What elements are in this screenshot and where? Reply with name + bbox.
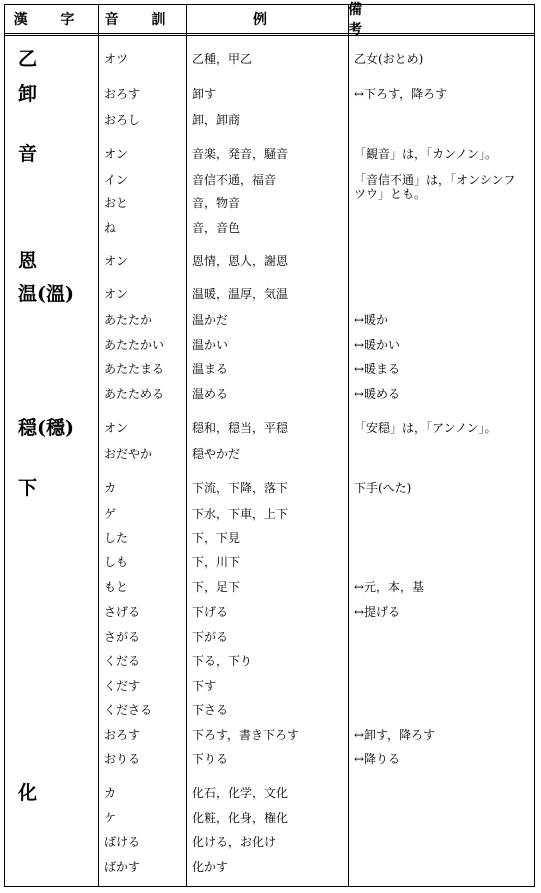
table-row	[0, 679, 541, 703]
example-cell: 化石，化学，文化	[192, 786, 289, 800]
kanji-cell: 温(溫)	[18, 283, 74, 305]
kanji-cell: 音	[18, 143, 38, 165]
header-kanji: 漢 字	[13, 11, 89, 28]
reading-cell: ゲ	[104, 507, 117, 521]
table-row	[0, 507, 541, 531]
table-row	[0, 728, 541, 752]
example-cell: 乙種，甲乙	[192, 52, 253, 66]
reading-cell: あたたまる	[104, 362, 165, 376]
example-cell: 温まる	[192, 362, 229, 376]
note-cell: 「音信不通」は，「オンシンフツウ」とも。	[354, 173, 516, 201]
reading-cell: ね	[104, 221, 117, 235]
table-row	[0, 860, 541, 884]
example-cell: 音楽，発音，騒音	[192, 147, 289, 161]
table-row	[0, 250, 541, 278]
reading-cell: おろす	[104, 728, 141, 742]
reading-cell: おろす	[104, 87, 141, 101]
note-cell: 下手(へた)	[354, 481, 412, 495]
note-cell: ↔降りる	[354, 752, 401, 766]
note-cell: ↔暖かい	[354, 338, 401, 352]
table-row	[0, 447, 541, 471]
example-cell: 下す	[192, 679, 217, 693]
kanji-cell: 乙	[18, 48, 38, 70]
example-cell: 温かだ	[192, 313, 229, 327]
example-cell: 恩情，恩人，謝恩	[192, 254, 289, 268]
kanji-cell: 卸	[18, 83, 38, 105]
example-cell: 化粧，化身，権化	[192, 811, 289, 825]
table-row	[0, 630, 541, 654]
example-cell: 下，下見	[192, 531, 241, 545]
reading-cell: ばかす	[104, 860, 141, 874]
table-row	[0, 811, 541, 835]
reading-cell: くだる	[104, 654, 141, 668]
table-row	[0, 555, 541, 579]
example-cell: 卸，卸商	[192, 113, 241, 127]
table-row	[0, 752, 541, 776]
note-cell: 「安穏」は，「アンノン」。	[354, 421, 497, 435]
table-row	[0, 477, 541, 505]
example-cell: 下る，下り	[192, 654, 253, 668]
kanji-cell: 化	[18, 782, 38, 804]
table-row	[0, 221, 541, 245]
reading-cell: イン	[104, 173, 129, 187]
example-cell: 音，音色	[192, 221, 241, 235]
table-row	[0, 143, 541, 171]
header-example: 例	[253, 11, 281, 28]
reading-cell: カ	[104, 786, 117, 800]
example-cell: 穏和，穏当，平穏	[192, 421, 289, 435]
reading-cell: ばける	[104, 835, 141, 849]
reading-cell: オン	[104, 287, 129, 301]
example-cell: 下さる	[192, 703, 229, 717]
example-cell: 卸す	[192, 87, 217, 101]
table-row	[0, 48, 541, 76]
example-cell: 温暖，温厚，気温	[192, 287, 289, 301]
reading-cell: さがる	[104, 630, 141, 644]
reading-cell: オン	[104, 147, 129, 161]
reading-cell: くださる	[104, 703, 153, 717]
note-cell: ↔暖める	[354, 387, 401, 401]
table-row	[0, 580, 541, 604]
example-cell: 穏やかだ	[192, 447, 241, 461]
example-cell: 下，足下	[192, 580, 241, 594]
note-cell: ↔暖か	[354, 313, 389, 327]
example-cell: 音，物音	[192, 196, 241, 210]
table-row	[0, 835, 541, 859]
reading-cell: オツ	[104, 52, 129, 66]
note-cell: ↔提げる	[354, 605, 401, 619]
table-row	[0, 703, 541, 727]
reading-cell: オン	[104, 421, 129, 435]
note-cell: ↔元，本，基	[354, 580, 425, 594]
table-row	[0, 338, 541, 362]
table-row	[0, 531, 541, 555]
kanji-cell: 下	[18, 477, 38, 499]
reading-cell: ケ	[104, 811, 117, 825]
example-cell: 温かい	[192, 338, 229, 352]
reading-cell: おだやか	[104, 447, 153, 461]
reading-cell: オン	[104, 254, 129, 268]
note-cell: 「観音」は，「カンノン」。	[354, 147, 498, 161]
example-cell: 下がる	[192, 630, 229, 644]
table-row	[0, 605, 541, 629]
table-row	[0, 196, 541, 220]
reading-cell: おと	[104, 196, 129, 210]
reading-cell: おろし	[104, 113, 141, 127]
note-cell: ↔下ろす，降ろす	[354, 87, 448, 101]
table-row	[0, 283, 541, 311]
header-reading: 音 訓	[104, 11, 180, 28]
table-row	[0, 113, 541, 137]
header-note: 備 考	[348, 1, 422, 38]
table-row	[0, 387, 541, 411]
table-row	[0, 83, 541, 111]
kanji-cell: 恩	[18, 250, 38, 272]
example-cell: 下ろす，書き下ろす	[192, 728, 300, 742]
example-cell: 下，川下	[192, 555, 241, 569]
example-cell: 下水，下車，上下	[192, 507, 289, 521]
table-row	[0, 417, 541, 445]
example-cell: 温める	[192, 387, 229, 401]
reading-cell: さげる	[104, 605, 141, 619]
table-row	[0, 173, 541, 201]
table-row	[0, 654, 541, 678]
note-cell: ↔暖まる	[354, 362, 401, 376]
example-cell: 化ける，お化け	[192, 835, 277, 849]
example-cell: 下げる	[192, 605, 229, 619]
reading-cell: あたたかい	[104, 338, 165, 352]
reading-cell: しも	[104, 555, 129, 569]
example-cell: 音信不通，福音	[192, 173, 277, 187]
reading-cell: もと	[104, 580, 129, 594]
table-row	[0, 313, 541, 337]
example-cell: 化かす	[192, 860, 229, 874]
note-cell: ↔卸す，降ろす	[354, 728, 436, 742]
table-row	[0, 362, 541, 386]
reading-cell: くだす	[104, 679, 141, 693]
reading-cell: あたたか	[104, 313, 153, 327]
reading-cell: した	[104, 531, 129, 545]
example-cell: 下流，下降，落下	[192, 481, 289, 495]
reading-cell: あたためる	[104, 387, 165, 401]
example-cell: 下りる	[192, 752, 229, 766]
kanji-cell: 穏(穩)	[18, 417, 74, 439]
table-row	[0, 782, 541, 810]
reading-cell: おりる	[104, 752, 141, 766]
reading-cell: カ	[104, 481, 117, 495]
note-cell: 乙女(おとめ)	[354, 52, 424, 66]
